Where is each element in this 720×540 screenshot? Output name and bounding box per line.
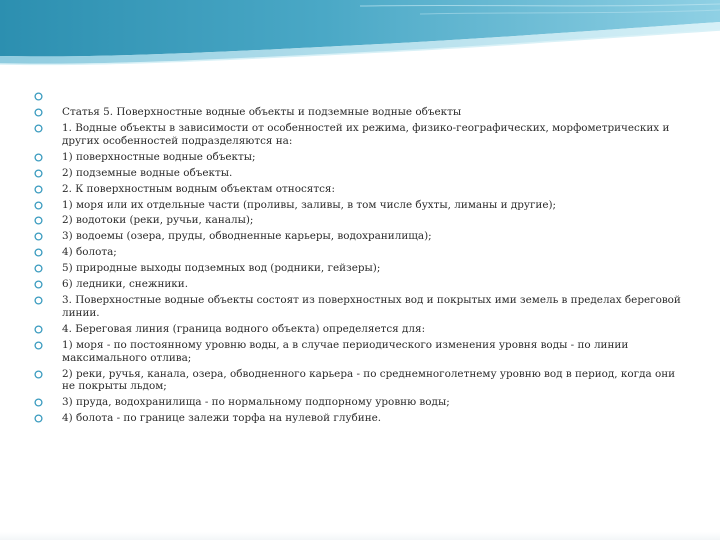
bullet-icon [34,153,43,162]
list-item-text: 2) водотоки (реки, ручьи, каналы); [62,214,254,227]
list-item [34,167,686,180]
bullet-icon [34,280,43,289]
list-item-text: Статья 5. Поверхностные водные объекты и подземные водные объекты [62,105,462,118]
list-item-text: 3) пруда, водохранилища - по нормальному подпорному уровню воды; [62,396,450,409]
slide-content-list [34,90,686,428]
list-item [34,396,686,409]
list-item [34,412,686,425]
list-item [34,151,686,164]
list-item [34,199,686,212]
list-item-text: 2) реки, ручья, канала, озера, обводненного карьера - по среднемноголетнему уровню вод в период, когда они не покрыты льдом; [62,367,676,393]
bullet-icon [34,124,43,133]
list-item [34,294,686,319]
list-item [34,339,686,364]
bottom-frame-shade [0,532,720,540]
list-item-text: 4. Береговая линия (граница водного объекта) определяется для: [62,322,426,335]
bullet-icon [34,248,43,257]
list-item [34,262,686,275]
list-item [34,106,686,119]
bullet-icon [34,201,43,210]
list-item [34,183,686,196]
list-item [34,368,686,393]
list-item [34,122,686,147]
bullet-icon [34,264,43,273]
bullet-icon [34,296,43,305]
list-item-text: 2) подземные водные объекты. [62,166,233,179]
bullet-icon [34,92,43,101]
list-item-text: 1) моря или их отдельные части (проливы, заливы, в том числе бухты, лиманы и другие); [62,198,557,211]
header-wave-graphic [0,0,720,68]
bullet-icon [34,185,43,194]
list-item [34,323,686,336]
list-item-text: 3) водоемы (озера, пруды, обводненные карьеры, водохранилища); [62,230,432,243]
list-item [34,230,686,243]
list-item-text: 3. Поверхностные водные объекты состоят из поверхностных вод и покрытых ими земель в пределах береговой линии. [62,294,681,319]
list-item [34,278,686,291]
list-item-text: 4) болота - по границе залежи торфа на нулевой глубине. [62,412,382,425]
bullet-icon [34,398,43,407]
list-item [34,214,686,227]
list-item-text: 6) ледники, снежники. [62,278,189,291]
bullet-icon [34,108,43,117]
list-item-text: 1. Водные объекты в зависимости от особенностей их режима, физико-географических, морфометрических и других особенностей подразделяются на: [62,121,670,147]
bullet-icon [34,341,43,350]
bullet-icon [34,370,43,379]
bullet-icon [34,414,43,423]
bullet-icon [34,232,43,241]
list-item-text: 1) поверхностные водные объекты; [62,150,256,163]
list-item-text: 4) болота; [62,246,117,259]
bullet-icon [34,325,43,334]
list-item-text: 5) природные выходы подземных вод (родники, гейзеры); [62,262,381,275]
list-item-text: 2. К поверхностным водным объектам относятся: [62,182,335,195]
list-item [34,246,686,259]
list-item-text: 1) моря - по постоянному уровню воды, а в случае периодического изменения уровня воды - по линии максимального отлива; [62,338,629,364]
list-item [34,90,686,103]
bullet-icon [34,169,43,178]
bullet-icon [34,216,43,225]
header-wave-band [0,0,720,68]
